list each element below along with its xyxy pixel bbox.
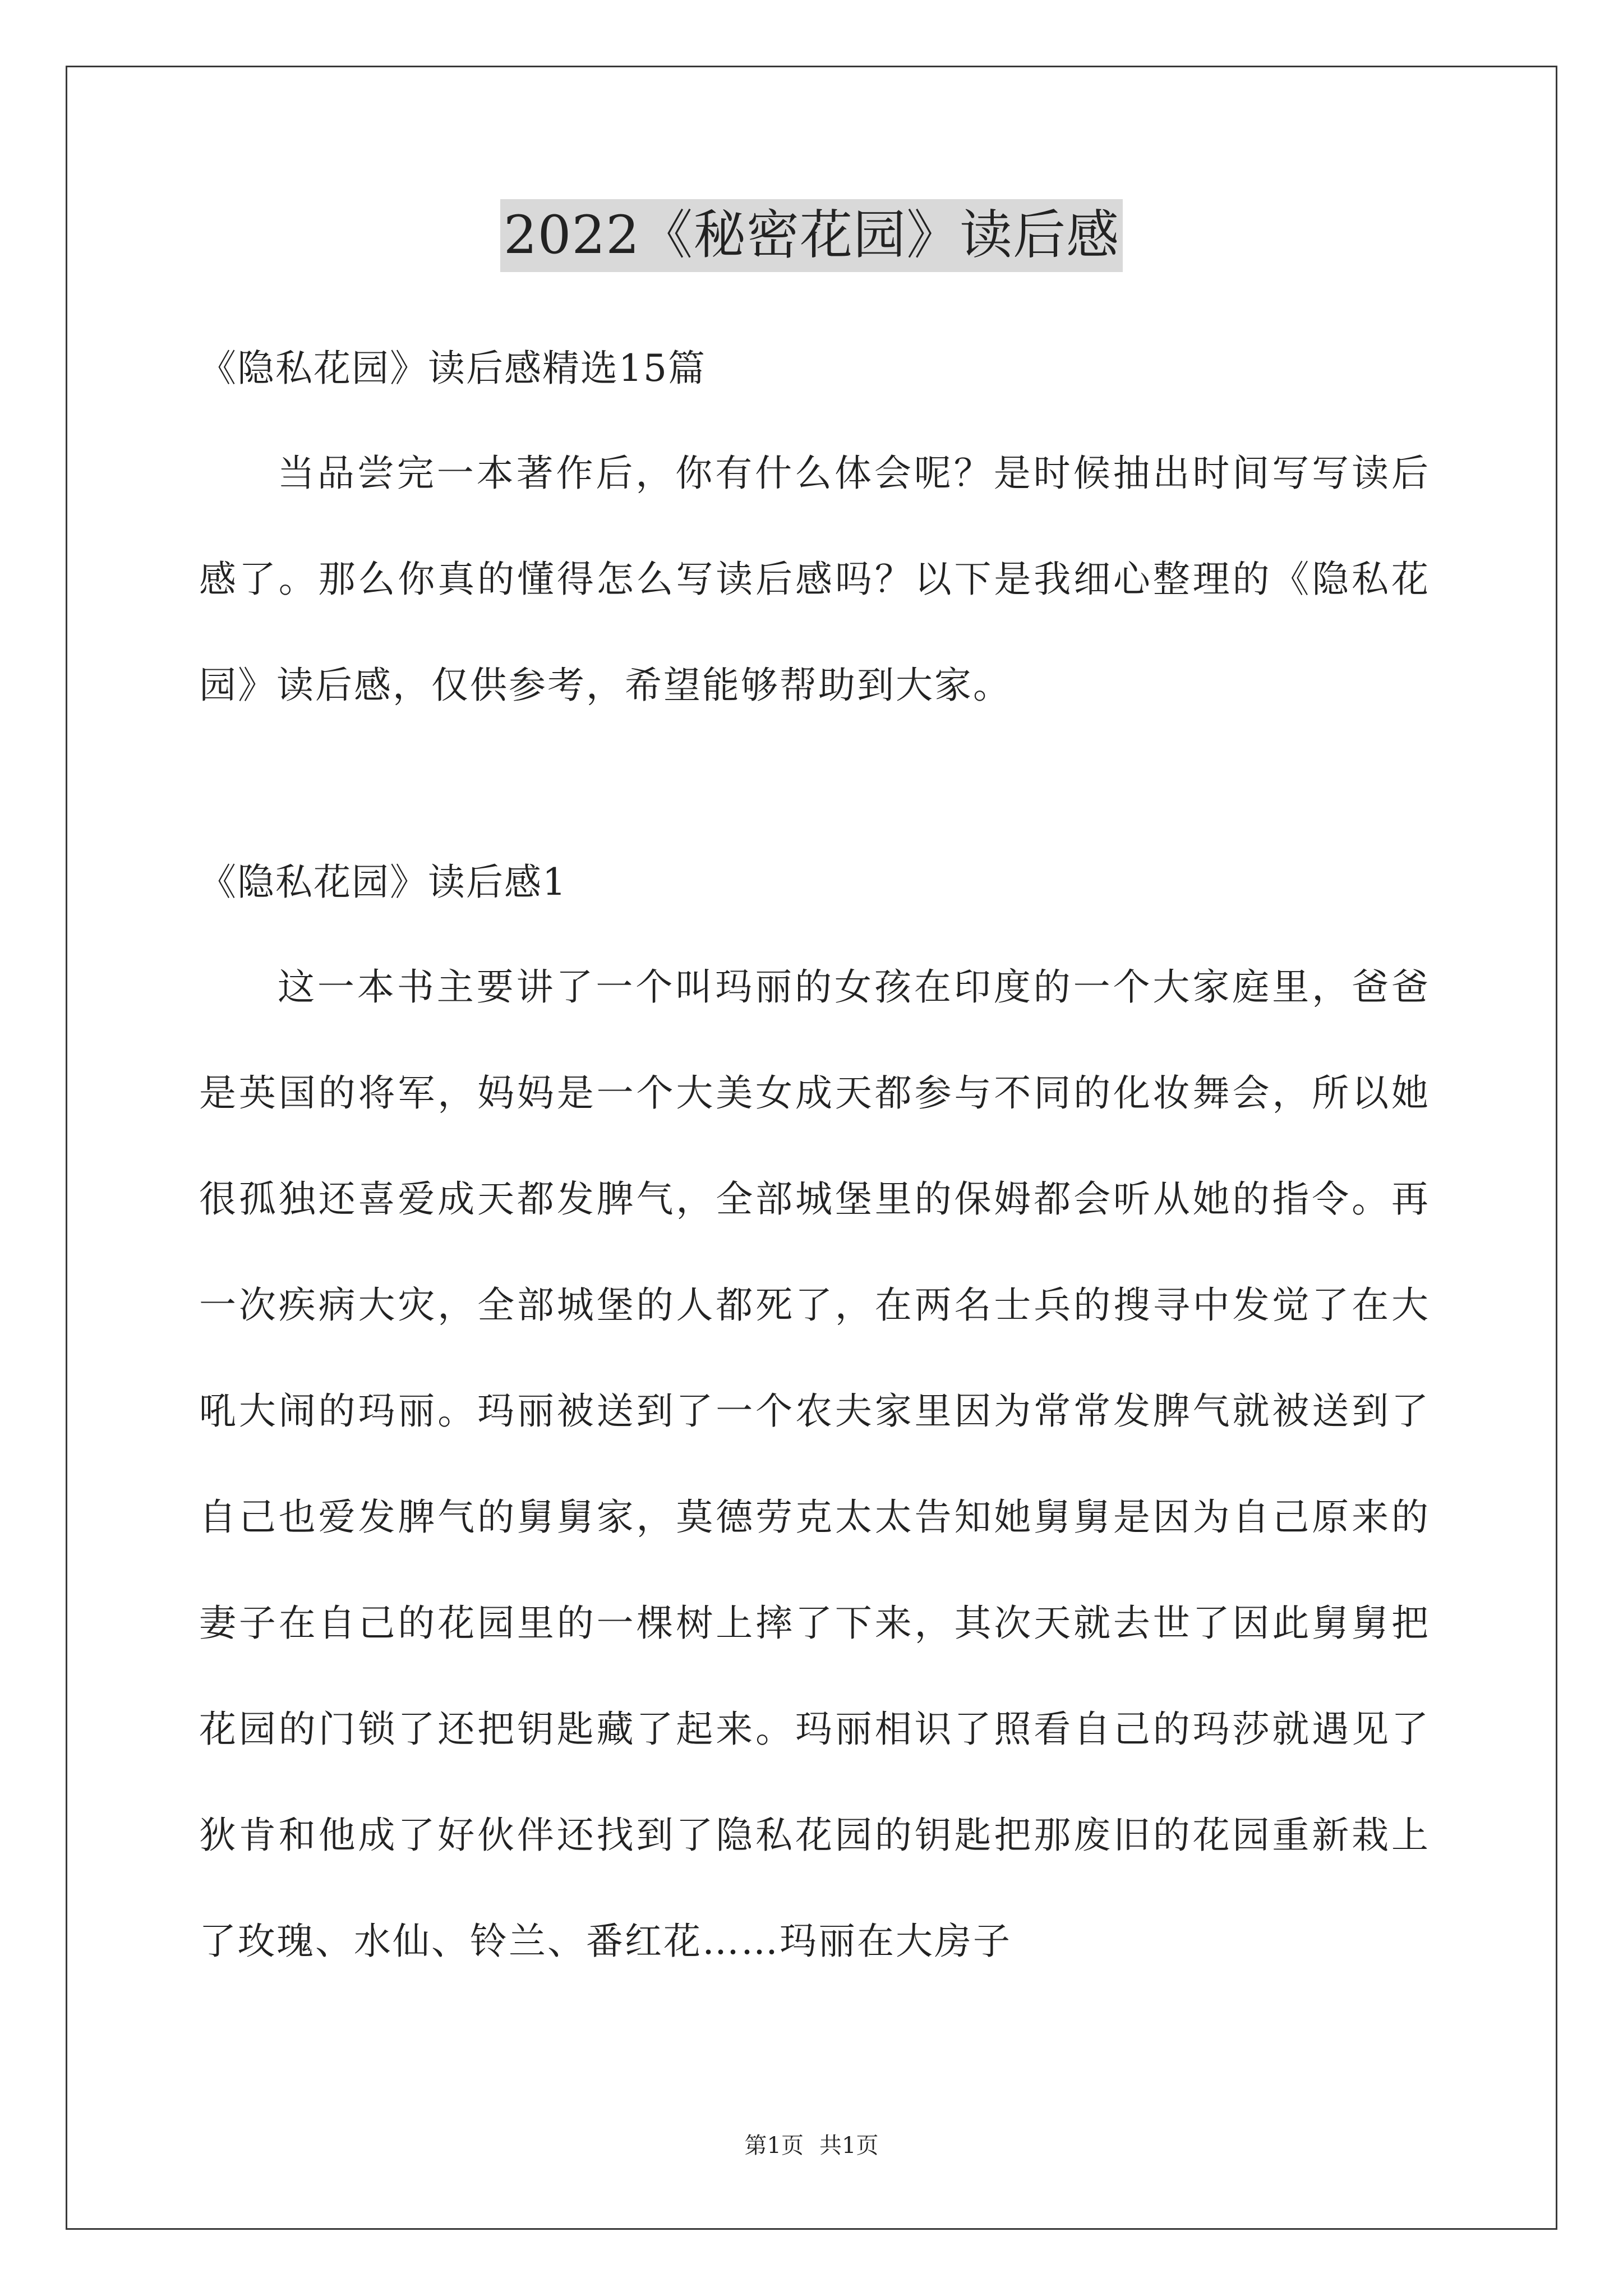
document-body xyxy=(199,342,1430,1994)
section-heading: 《隐私花园》读后感1 xyxy=(199,861,567,904)
section-paragraph: 这一本书主要讲了一个叫玛丽的女孩在印度的一个大家庭里，爸爸是英国的将军，妈妈是一个大美女成天都参与不同的化妆舞会，所以她很孤独还喜爱成天都发脾气，全部城堡里的保姆都会听从她的指令。再一次疾病大灾，全部城堡的人都死了，在两名士兵的搜寻中发觉了在大吼大闹的玛丽。玛丽被送到了一个农夫家里因为常常发脾气就被送到了自己也爱发脾气的舅舅家，莫德劳克太太告知她舅舅是因为自己原来的妻子在自己的花园里的一棵树上摔了下来，其次天就去世了因此舅舅把花园的门锁了还把钥匙藏了起来。玛丽相识了照看自己的玛莎就遇见了狄肯和他成了好伙伴还找到了隐私花园的钥匙把那废旧的花园重新栽上了玫瑰、水仙、铃兰、番红花……玛丽在大房子 xyxy=(199,965,1430,1963)
document-title: 2022《秘密花园》读后感 xyxy=(500,199,1123,272)
intro-paragraph: 当品尝完一本著作后，你有什么体会呢？是时候抽出时间写写读后感了。那么你真的懂得怎么写读后感吗？以下是我细心整理的《隐私花园》读后感，仅供参考，希望能够帮助到大家。 xyxy=(199,452,1430,707)
title-container xyxy=(0,199,1623,272)
page-footer xyxy=(0,2129,1623,2162)
page-total: 共1页 xyxy=(819,2133,879,2159)
page-number: 第1页 xyxy=(744,2133,804,2159)
document-subtitle: 《隐私花园》读后感精选15篇 xyxy=(199,347,706,390)
